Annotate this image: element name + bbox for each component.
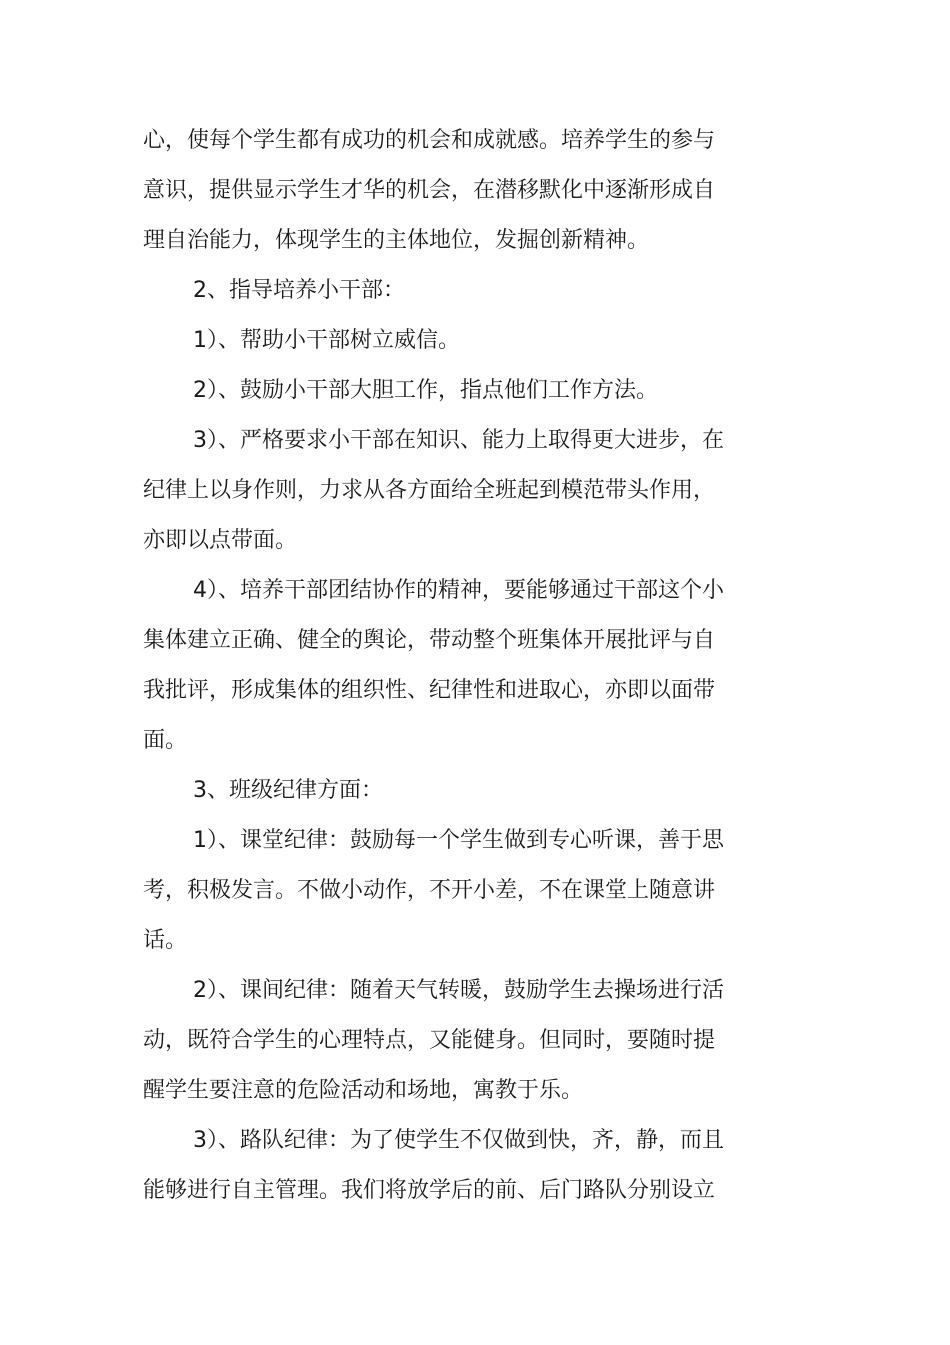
list-item: 1）、课堂纪律：鼓励每一个学生做到专心听课，善于思 [193, 828, 724, 853]
text-line: 我批评，形成集体的组织性、纪律性和进取心，亦即以面带 [143, 678, 716, 703]
text-line: 理自治能力，体现学生的主体地位，发掘创新精神。 [143, 228, 650, 253]
list-item: 2）、课间纪律：随着天气转暖，鼓励学生去操场进行活 [193, 978, 724, 1003]
list-item: 3）、路队纪律：为了使学生不仅做到快，齐，静，而且 [193, 1128, 724, 1153]
text-line: 纪律上以身作则，力求从各方面给全班起到模范带头作用， [143, 478, 716, 503]
text-line: 醒学生要注意的危险活动和场地，寓教于乐。 [143, 1078, 584, 1103]
text-line: 动，既符合学生的心理特点，又能健身。但同时，要随时提 [143, 1028, 716, 1053]
text-line: 能够进行自主管理。我们将放学后的前、后门路队分别设立 [143, 1178, 716, 1203]
text-line: 话。 [143, 928, 188, 953]
text-line: 考，积极发言。不做小动作，不开小差，不在课堂上随意讲 [143, 878, 716, 903]
text-line: 集体建立正确、健全的舆论，带动整个班集体开展批评与自 [143, 628, 716, 653]
text-line: 心，使每个学生都有成功的机会和成就感。培养学生的参与 [143, 128, 716, 153]
text-line: 意识，提供显示学生才华的机会，在潜移默化中逐渐形成自 [143, 178, 716, 203]
section-heading: 3、班级纪律方面： [193, 778, 383, 803]
list-item: 4）、培养干部团结协作的精神，要能够通过干部这个小 [193, 578, 724, 603]
body-text [143, 116, 753, 1216]
list-item: 3）、严格要求小干部在知识、能力上取得更大进步，在 [193, 428, 724, 453]
list-item: 1）、帮助小干部树立威信。 [193, 328, 460, 353]
text-line: 面。 [143, 728, 188, 753]
section-heading: 2、指导培养小干部： [193, 278, 405, 303]
list-item: 2）、鼓励小干部大胆工作，指点他们工作方法。 [193, 378, 658, 403]
text-line: 亦即以点带面。 [143, 528, 298, 553]
